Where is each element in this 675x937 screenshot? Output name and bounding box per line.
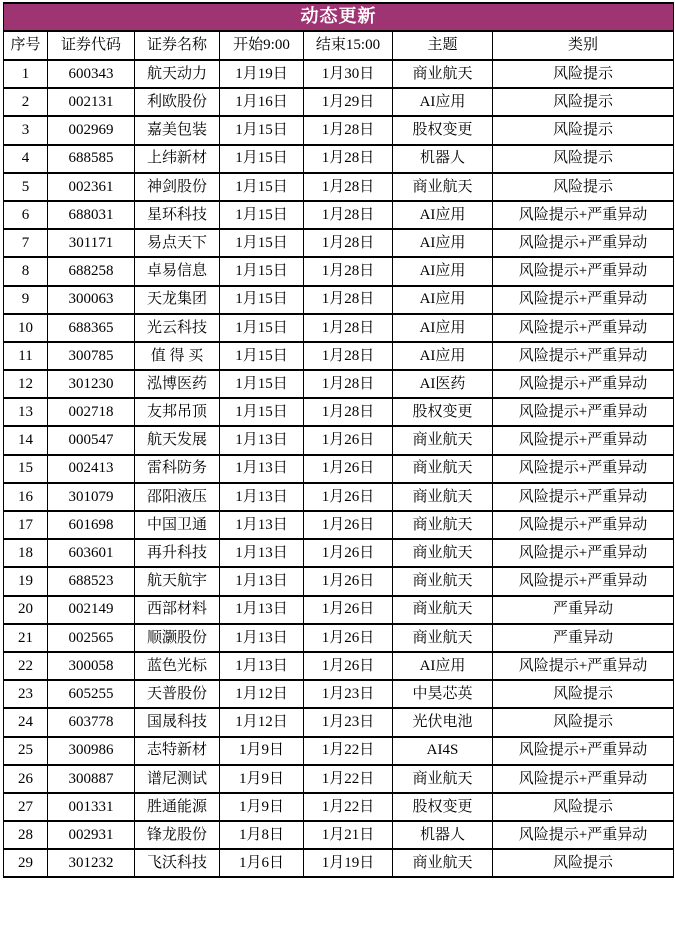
cell-theme: 股权变更 bbox=[393, 398, 493, 426]
cell-index: 16 bbox=[4, 483, 48, 511]
cell-category: 风险提示 bbox=[493, 145, 674, 173]
cell-code: 605255 bbox=[48, 680, 135, 708]
cell-name: 卓易信息 bbox=[135, 257, 220, 285]
cell-theme: 商业航天 bbox=[393, 455, 493, 483]
cell-name: 利欧股份 bbox=[135, 88, 220, 116]
cell-theme: AI应用 bbox=[393, 88, 493, 116]
cell-end-date: 1月26日 bbox=[304, 483, 393, 511]
cell-end-date: 1月22日 bbox=[304, 793, 393, 821]
cell-start-date: 1月15日 bbox=[220, 286, 304, 314]
cell-start-date: 1月15日 bbox=[220, 398, 304, 426]
cell-code: 301232 bbox=[48, 849, 135, 877]
col-header-name: 证券名称 bbox=[135, 31, 220, 60]
cell-category: 风险提示+严重异动 bbox=[493, 455, 674, 483]
cell-index: 4 bbox=[4, 145, 48, 173]
cell-index: 2 bbox=[4, 88, 48, 116]
cell-code: 601698 bbox=[48, 511, 135, 539]
cell-start-date: 1月15日 bbox=[220, 145, 304, 173]
cell-name: 上纬新材 bbox=[135, 145, 220, 173]
cell-category: 风险提示+严重异动 bbox=[493, 426, 674, 454]
col-header-theme: 主题 bbox=[393, 31, 493, 60]
cell-index: 29 bbox=[4, 849, 48, 877]
cell-name: 泓博医药 bbox=[135, 370, 220, 398]
cell-code: 002149 bbox=[48, 596, 135, 624]
cell-theme: 股权变更 bbox=[393, 116, 493, 144]
cell-index: 25 bbox=[4, 737, 48, 765]
cell-start-date: 1月9日 bbox=[220, 765, 304, 793]
table-row bbox=[4, 342, 674, 370]
cell-start-date: 1月13日 bbox=[220, 596, 304, 624]
table-row bbox=[4, 596, 674, 624]
cell-name: 嘉美包装 bbox=[135, 116, 220, 144]
cell-name: 飞沃科技 bbox=[135, 849, 220, 877]
cell-end-date: 1月26日 bbox=[304, 596, 393, 624]
cell-index: 8 bbox=[4, 257, 48, 285]
cell-end-date: 1月19日 bbox=[304, 849, 393, 877]
cell-index: 24 bbox=[4, 708, 48, 736]
table-title-row bbox=[4, 3, 674, 31]
cell-end-date: 1月26日 bbox=[304, 624, 393, 652]
cell-index: 27 bbox=[4, 793, 48, 821]
cell-category: 风险提示+严重异动 bbox=[493, 737, 674, 765]
cell-end-date: 1月23日 bbox=[304, 680, 393, 708]
cell-end-date: 1月28日 bbox=[304, 229, 393, 257]
table-body bbox=[4, 60, 674, 877]
cell-name: 锋龙股份 bbox=[135, 821, 220, 849]
cell-category: 风险提示+严重异动 bbox=[493, 765, 674, 793]
cell-code: 000547 bbox=[48, 426, 135, 454]
cell-index: 21 bbox=[4, 624, 48, 652]
cell-start-date: 1月16日 bbox=[220, 88, 304, 116]
cell-index: 10 bbox=[4, 314, 48, 342]
cell-code: 688258 bbox=[48, 257, 135, 285]
table-row bbox=[4, 201, 674, 229]
cell-category: 风险提示 bbox=[493, 173, 674, 201]
cell-start-date: 1月19日 bbox=[220, 60, 304, 88]
cell-end-date: 1月28日 bbox=[304, 116, 393, 144]
cell-index: 13 bbox=[4, 398, 48, 426]
table-row bbox=[4, 314, 674, 342]
cell-index: 28 bbox=[4, 821, 48, 849]
cell-start-date: 1月15日 bbox=[220, 370, 304, 398]
cell-name: 值 得 买 bbox=[135, 342, 220, 370]
cell-theme: 商业航天 bbox=[393, 567, 493, 595]
cell-code: 301230 bbox=[48, 370, 135, 398]
cell-category: 风险提示 bbox=[493, 793, 674, 821]
cell-code: 002969 bbox=[48, 116, 135, 144]
cell-theme: AI应用 bbox=[393, 314, 493, 342]
cell-start-date: 1月15日 bbox=[220, 314, 304, 342]
cell-code: 001331 bbox=[48, 793, 135, 821]
cell-theme: 商业航天 bbox=[393, 173, 493, 201]
cell-start-date: 1月15日 bbox=[220, 116, 304, 144]
cell-code: 300887 bbox=[48, 765, 135, 793]
cell-end-date: 1月26日 bbox=[304, 426, 393, 454]
cell-name: 雷科防务 bbox=[135, 455, 220, 483]
cell-start-date: 1月9日 bbox=[220, 737, 304, 765]
cell-end-date: 1月21日 bbox=[304, 821, 393, 849]
cell-theme: AI应用 bbox=[393, 229, 493, 257]
table-row bbox=[4, 398, 674, 426]
cell-end-date: 1月28日 bbox=[304, 398, 393, 426]
cell-category: 风险提示+严重异动 bbox=[493, 229, 674, 257]
cell-theme: 商业航天 bbox=[393, 765, 493, 793]
table-row bbox=[4, 737, 674, 765]
cell-name: 邵阳液压 bbox=[135, 483, 220, 511]
table-row bbox=[4, 652, 674, 680]
cell-category: 风险提示+严重异动 bbox=[493, 483, 674, 511]
cell-category: 严重异动 bbox=[493, 624, 674, 652]
cell-theme: AI医药 bbox=[393, 370, 493, 398]
cell-index: 11 bbox=[4, 342, 48, 370]
cell-code: 688585 bbox=[48, 145, 135, 173]
cell-name: 易点天下 bbox=[135, 229, 220, 257]
table-row bbox=[4, 849, 674, 877]
cell-index: 7 bbox=[4, 229, 48, 257]
cell-name: 航天动力 bbox=[135, 60, 220, 88]
col-header-category: 类别 bbox=[493, 31, 674, 60]
cell-end-date: 1月30日 bbox=[304, 60, 393, 88]
table-row bbox=[4, 793, 674, 821]
cell-name: 光云科技 bbox=[135, 314, 220, 342]
cell-category: 风险提示+严重异动 bbox=[493, 342, 674, 370]
table-row bbox=[4, 511, 674, 539]
cell-start-date: 1月15日 bbox=[220, 229, 304, 257]
table-row bbox=[4, 624, 674, 652]
cell-code: 688031 bbox=[48, 201, 135, 229]
cell-theme: 中昊芯英 bbox=[393, 680, 493, 708]
cell-name: 天龙集团 bbox=[135, 286, 220, 314]
cell-end-date: 1月28日 bbox=[304, 173, 393, 201]
cell-category: 风险提示+严重异动 bbox=[493, 286, 674, 314]
cell-index: 14 bbox=[4, 426, 48, 454]
cell-name: 神剑股份 bbox=[135, 173, 220, 201]
cell-start-date: 1月9日 bbox=[220, 793, 304, 821]
cell-theme: 机器人 bbox=[393, 145, 493, 173]
cell-code: 002718 bbox=[48, 398, 135, 426]
cell-index: 17 bbox=[4, 511, 48, 539]
cell-index: 19 bbox=[4, 567, 48, 595]
cell-end-date: 1月26日 bbox=[304, 652, 393, 680]
cell-code: 301079 bbox=[48, 483, 135, 511]
cell-index: 15 bbox=[4, 455, 48, 483]
cell-category: 严重异动 bbox=[493, 596, 674, 624]
cell-start-date: 1月13日 bbox=[220, 652, 304, 680]
cell-end-date: 1月28日 bbox=[304, 370, 393, 398]
cell-index: 3 bbox=[4, 116, 48, 144]
stock-update-table bbox=[3, 2, 674, 878]
cell-index: 23 bbox=[4, 680, 48, 708]
cell-start-date: 1月15日 bbox=[220, 342, 304, 370]
table-header-row bbox=[4, 31, 674, 60]
cell-theme: 商业航天 bbox=[393, 483, 493, 511]
table-row bbox=[4, 370, 674, 398]
cell-category: 风险提示+严重异动 bbox=[493, 539, 674, 567]
cell-theme: 商业航天 bbox=[393, 426, 493, 454]
cell-end-date: 1月28日 bbox=[304, 257, 393, 285]
cell-code: 603601 bbox=[48, 539, 135, 567]
cell-index: 5 bbox=[4, 173, 48, 201]
table-title: 动态更新 bbox=[4, 3, 674, 31]
cell-category: 风险提示 bbox=[493, 708, 674, 736]
cell-index: 12 bbox=[4, 370, 48, 398]
cell-name: 天普股份 bbox=[135, 680, 220, 708]
cell-end-date: 1月26日 bbox=[304, 511, 393, 539]
cell-code: 300785 bbox=[48, 342, 135, 370]
cell-index: 22 bbox=[4, 652, 48, 680]
cell-end-date: 1月22日 bbox=[304, 737, 393, 765]
cell-code: 002565 bbox=[48, 624, 135, 652]
cell-name: 航天发展 bbox=[135, 426, 220, 454]
cell-name: 胜通能源 bbox=[135, 793, 220, 821]
cell-start-date: 1月15日 bbox=[220, 201, 304, 229]
cell-theme: 机器人 bbox=[393, 821, 493, 849]
cell-end-date: 1月26日 bbox=[304, 539, 393, 567]
cell-theme: AI应用 bbox=[393, 286, 493, 314]
cell-index: 26 bbox=[4, 765, 48, 793]
table-row bbox=[4, 708, 674, 736]
col-header-code: 证券代码 bbox=[48, 31, 135, 60]
table-row bbox=[4, 60, 674, 88]
table-row bbox=[4, 567, 674, 595]
table-row bbox=[4, 680, 674, 708]
table-row bbox=[4, 765, 674, 793]
cell-code: 002361 bbox=[48, 173, 135, 201]
cell-start-date: 1月13日 bbox=[220, 511, 304, 539]
cell-theme: 商业航天 bbox=[393, 539, 493, 567]
cell-code: 300058 bbox=[48, 652, 135, 680]
cell-index: 9 bbox=[4, 286, 48, 314]
cell-code: 688523 bbox=[48, 567, 135, 595]
cell-code: 300063 bbox=[48, 286, 135, 314]
cell-code: 600343 bbox=[48, 60, 135, 88]
cell-category: 风险提示+严重异动 bbox=[493, 567, 674, 595]
cell-name: 再升科技 bbox=[135, 539, 220, 567]
cell-name: 西部材料 bbox=[135, 596, 220, 624]
cell-end-date: 1月29日 bbox=[304, 88, 393, 116]
table-row bbox=[4, 173, 674, 201]
table-row bbox=[4, 257, 674, 285]
cell-start-date: 1月13日 bbox=[220, 455, 304, 483]
cell-theme: AI应用 bbox=[393, 652, 493, 680]
cell-start-date: 1月6日 bbox=[220, 849, 304, 877]
cell-end-date: 1月28日 bbox=[304, 342, 393, 370]
table-row bbox=[4, 145, 674, 173]
cell-name: 国晟科技 bbox=[135, 708, 220, 736]
cell-name: 友邦吊顶 bbox=[135, 398, 220, 426]
cell-end-date: 1月26日 bbox=[304, 567, 393, 595]
cell-name: 中国卫通 bbox=[135, 511, 220, 539]
cell-theme: 商业航天 bbox=[393, 596, 493, 624]
cell-theme: 商业航天 bbox=[393, 511, 493, 539]
cell-end-date: 1月28日 bbox=[304, 145, 393, 173]
cell-end-date: 1月28日 bbox=[304, 201, 393, 229]
table-row bbox=[4, 821, 674, 849]
cell-category: 风险提示+严重异动 bbox=[493, 652, 674, 680]
cell-category: 风险提示 bbox=[493, 849, 674, 877]
cell-start-date: 1月15日 bbox=[220, 257, 304, 285]
cell-code: 002413 bbox=[48, 455, 135, 483]
cell-name: 顺灏股份 bbox=[135, 624, 220, 652]
cell-end-date: 1月28日 bbox=[304, 314, 393, 342]
cell-start-date: 1月13日 bbox=[220, 624, 304, 652]
cell-theme: 商业航天 bbox=[393, 849, 493, 877]
cell-name: 星环科技 bbox=[135, 201, 220, 229]
table-row bbox=[4, 88, 674, 116]
cell-category: 风险提示+严重异动 bbox=[493, 257, 674, 285]
cell-theme: 商业航天 bbox=[393, 60, 493, 88]
cell-start-date: 1月8日 bbox=[220, 821, 304, 849]
table-row bbox=[4, 286, 674, 314]
table-row bbox=[4, 229, 674, 257]
cell-index: 20 bbox=[4, 596, 48, 624]
table-row bbox=[4, 455, 674, 483]
cell-theme: 商业航天 bbox=[393, 624, 493, 652]
cell-start-date: 1月13日 bbox=[220, 483, 304, 511]
cell-start-date: 1月13日 bbox=[220, 567, 304, 595]
cell-category: 风险提示+严重异动 bbox=[493, 201, 674, 229]
cell-index: 18 bbox=[4, 539, 48, 567]
cell-start-date: 1月13日 bbox=[220, 426, 304, 454]
cell-name: 谱尼测试 bbox=[135, 765, 220, 793]
cell-theme: 股权变更 bbox=[393, 793, 493, 821]
cell-code: 301171 bbox=[48, 229, 135, 257]
cell-name: 蓝色光标 bbox=[135, 652, 220, 680]
cell-name: 航天航宇 bbox=[135, 567, 220, 595]
cell-category: 风险提示 bbox=[493, 680, 674, 708]
table-row bbox=[4, 539, 674, 567]
cell-category: 风险提示+严重异动 bbox=[493, 314, 674, 342]
cell-code: 300986 bbox=[48, 737, 135, 765]
cell-index: 1 bbox=[4, 60, 48, 88]
cell-category: 风险提示+严重异动 bbox=[493, 398, 674, 426]
table-row bbox=[4, 426, 674, 454]
cell-category: 风险提示+严重异动 bbox=[493, 370, 674, 398]
cell-code: 002931 bbox=[48, 821, 135, 849]
cell-category: 风险提示+严重异动 bbox=[493, 821, 674, 849]
cell-start-date: 1月13日 bbox=[220, 539, 304, 567]
cell-theme: AI应用 bbox=[393, 201, 493, 229]
col-header-end: 结束15:00 bbox=[304, 31, 393, 60]
table-row bbox=[4, 116, 674, 144]
cell-code: 688365 bbox=[48, 314, 135, 342]
cell-start-date: 1月15日 bbox=[220, 173, 304, 201]
cell-index: 6 bbox=[4, 201, 48, 229]
cell-code: 603778 bbox=[48, 708, 135, 736]
cell-theme: AI4S bbox=[393, 737, 493, 765]
cell-category: 风险提示 bbox=[493, 88, 674, 116]
cell-category: 风险提示 bbox=[493, 60, 674, 88]
cell-start-date: 1月12日 bbox=[220, 680, 304, 708]
cell-start-date: 1月12日 bbox=[220, 708, 304, 736]
cell-category: 风险提示+严重异动 bbox=[493, 511, 674, 539]
cell-code: 002131 bbox=[48, 88, 135, 116]
cell-theme: 光伏电池 bbox=[393, 708, 493, 736]
cell-end-date: 1月22日 bbox=[304, 765, 393, 793]
cell-theme: AI应用 bbox=[393, 257, 493, 285]
col-header-start: 开始9:00 bbox=[220, 31, 304, 60]
cell-end-date: 1月28日 bbox=[304, 286, 393, 314]
cell-theme: AI应用 bbox=[393, 342, 493, 370]
cell-end-date: 1月23日 bbox=[304, 708, 393, 736]
col-header-index: 序号 bbox=[4, 31, 48, 60]
table-row bbox=[4, 483, 674, 511]
cell-category: 风险提示 bbox=[493, 116, 674, 144]
cell-name: 志特新材 bbox=[135, 737, 220, 765]
cell-end-date: 1月26日 bbox=[304, 455, 393, 483]
